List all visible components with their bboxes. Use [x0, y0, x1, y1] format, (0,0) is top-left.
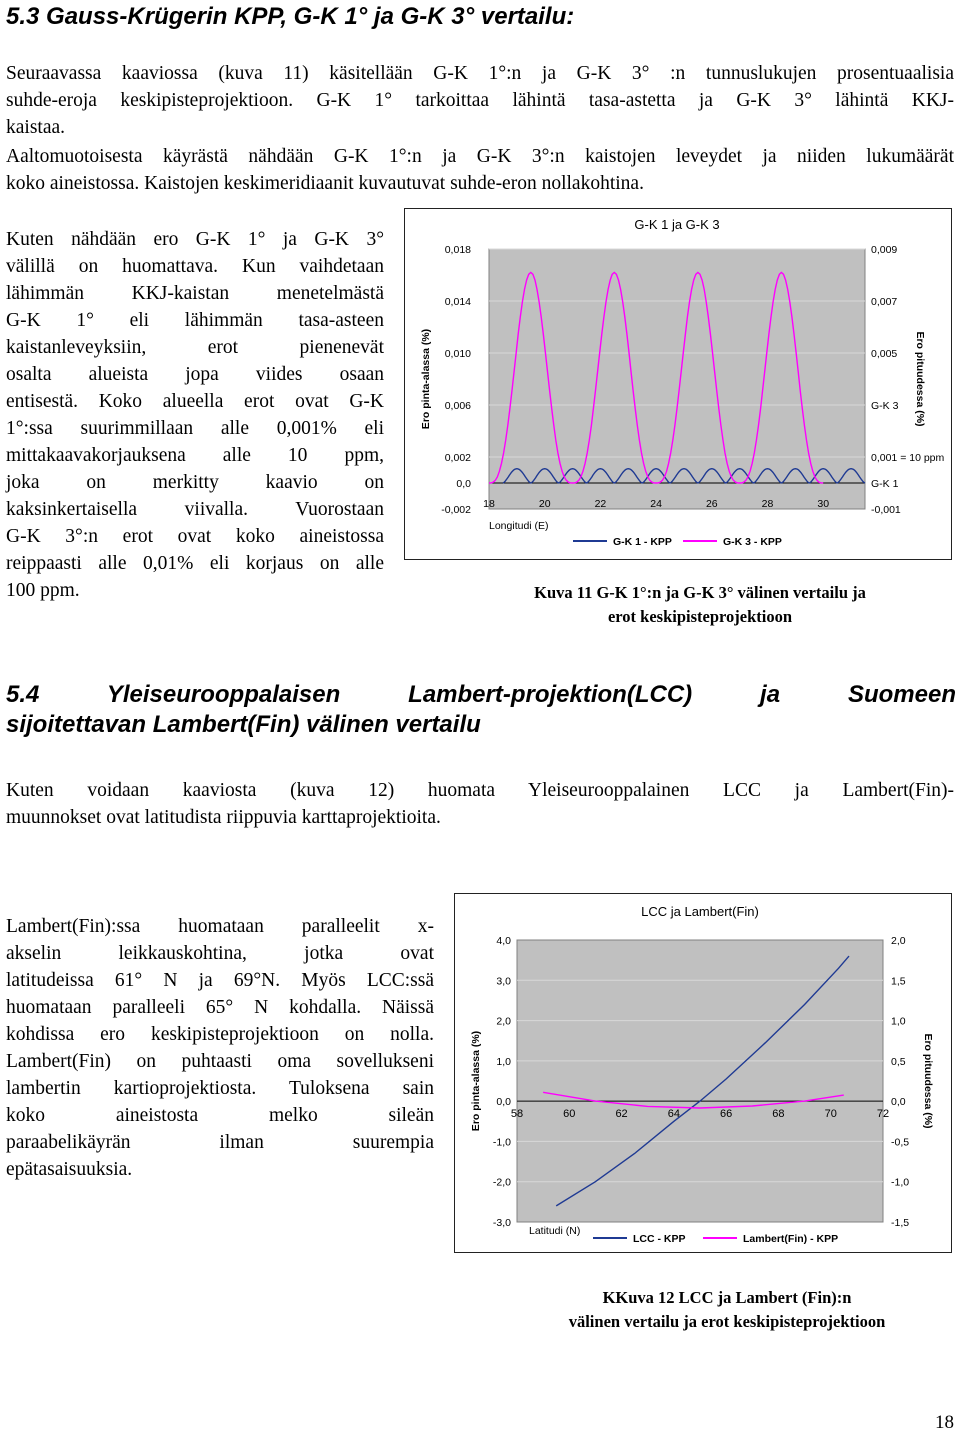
chart-lambert-svg	[455, 894, 951, 1252]
section-heading-5-4	[6, 680, 956, 740]
heading-line: 5.4 Yleiseurooppalaisen Lambert-projektion(LCC) ja Suomeen	[6, 681, 956, 708]
legend-label: G-K 1 - KPP	[613, 536, 672, 548]
text-line: suhde-eroja keskipisteprojektioon. G-K 1° tarkoittaa lähintä tasa-astetta ja G-K 3° lähintä KKJ-	[6, 90, 954, 111]
text-line: Seuraavassa kaaviossa (kuva 11) käsitellään G-K 1°:n ja G-K 3° :n tunnuslukujen prosentuaalisia	[6, 63, 954, 84]
y2-tick-label: 0,009	[871, 244, 898, 256]
x-tick-label: 30	[817, 498, 830, 510]
text-line: Lambert(Fin):ssa huomataan paralleelit x-	[6, 916, 434, 937]
y2-axis-label: Ero pituudessa (%)	[922, 1033, 934, 1129]
y2-tick-label: 2,0	[891, 935, 906, 947]
page-number: 18	[935, 1412, 954, 1433]
intro-paragraph-5-3	[6, 60, 954, 141]
y-tick-label: -1,0	[492, 1136, 511, 1149]
text-line: osalta alueista jopa viides osaan	[6, 364, 384, 385]
y2-axis-label: Ero pituudessa (%)	[914, 331, 926, 427]
y-tick-label: 0,018	[444, 244, 471, 256]
plot-area	[517, 940, 883, 1222]
text-line: latitudeissa 61° N ja 69°N. Myös LCC:ssä	[6, 970, 434, 991]
y2-tick-label: G-K 3	[871, 400, 899, 412]
y2-tick-label: G-K 1	[871, 478, 899, 490]
y2-tick-label: 0,001 = 10 ppm	[871, 452, 945, 464]
y-tick-label: 0,0	[496, 1096, 511, 1109]
x-tick-label: 22	[594, 498, 607, 510]
y-tick-label: -0,002	[441, 504, 471, 516]
text-line: G-K 3°:n erot ovat koko aineistossa	[6, 526, 384, 547]
chart-title: LCC ja Lambert(Fin)	[641, 904, 759, 919]
x-tick-label: 60	[563, 1108, 576, 1121]
y2-tick-label: 0,005	[871, 348, 898, 360]
text-line: epätasaisuuksia.	[6, 1159, 133, 1180]
y2-tick-label: -1,5	[891, 1217, 910, 1229]
text-line: huomataan paralleeli 65° N kohdalla. Näissä	[6, 997, 434, 1018]
y-tick-label: 2,0	[496, 1015, 511, 1028]
text-line: G-K 1° eli lähimmän tasa-asteen	[6, 310, 384, 331]
text-line: entisestä. Koko alueella erot ovat G-K	[6, 391, 384, 412]
side-paragraph-gk	[6, 226, 384, 604]
text-line: välillä on huomattava. Kun vaihdetaan	[6, 256, 384, 277]
legend-label: LCC - KPP	[633, 1233, 686, 1245]
y2-tick-label: -0,5	[891, 1136, 910, 1149]
text-line: muunnokset ovat latitudista riippuvia karttaprojektioita.	[6, 807, 441, 828]
text-line: lambertin kartioprojektiosta. Tuloksena sain	[6, 1078, 434, 1099]
y-tick-label: 1,0	[496, 1055, 511, 1068]
text-line: lähimmän KKJ-kaistan menetelmästä	[6, 283, 384, 304]
text-line: Aaltomuotoisesta käyrästä nähdään G-K 1°:n ja G-K 3°:n kaistojen leveydet ja niiden lukumäärät	[6, 146, 954, 167]
text-line: kaksinkertaisella viivalla. Vuorostaan	[6, 499, 384, 520]
x-tick-label: 58	[510, 1108, 524, 1121]
x-tick-label: 24	[650, 498, 662, 510]
caption-line: välinen vertailu ja erot keskipisteprojektioon	[568, 1312, 886, 1331]
text-line: kaistaa.	[6, 117, 66, 138]
x-tick-label: 62	[615, 1108, 628, 1121]
y-tick-label: 3,0	[496, 975, 511, 988]
x-tick-label: 66	[720, 1108, 733, 1121]
y2-tick-label: 1,5	[891, 975, 906, 988]
x-tick-label: 64	[667, 1108, 680, 1121]
chart-gk	[404, 208, 952, 560]
y2-tick-label: 0,007	[871, 296, 898, 308]
plot-area	[489, 249, 865, 509]
chart-gk-svg	[405, 209, 951, 559]
text-line: akselin leikkauskohtina, jotka ovat	[6, 943, 434, 964]
chart-title: G-K 1 ja G-K 3	[634, 217, 720, 232]
x-tick-label: 68	[772, 1108, 785, 1121]
text-line: Lambert(Fin) on puhtaasti oma sovellukseni	[6, 1051, 434, 1072]
text-line: joka on merkitty kaavio on	[6, 472, 384, 493]
x-tick-label: 70	[824, 1108, 837, 1121]
intro-paragraph-5-4	[6, 777, 954, 831]
text-line: koko aineistossa. Kaistojen keskimeridiaanit kuvautuvat suhde-eron nollakohtina.	[6, 173, 644, 194]
y-tick-label: 4,0	[496, 935, 511, 947]
y2-tick-label: 1,0	[891, 1015, 906, 1028]
x-axis-label: Longitudi (E)	[489, 520, 549, 532]
x-tick-label: 72	[876, 1108, 890, 1121]
text-line: mittakaavakorjauksena alle 10 ppm,	[6, 445, 384, 466]
x-tick-label: 20	[538, 498, 551, 510]
heading-line: sijoitettavan Lambert(Fin) välinen vertailu	[6, 711, 481, 738]
text-line: 1°:ssa suurimmillaan alle 0,001% eli	[6, 418, 384, 439]
text-line: Kuten nähdään ero G-K 1° ja G-K 3°	[6, 229, 384, 250]
x-tick-label: 28	[761, 498, 774, 510]
text-line: Kuten voidaan kaaviosta (kuva 12) huomata Yleiseurooppalainen LCC ja Lambert(Fin)-	[6, 780, 954, 801]
text-line: kaistanleveyksiin, erot pienenevät	[6, 337, 384, 358]
figure-caption-11	[480, 581, 920, 629]
y-tick-label: -2,0	[492, 1176, 511, 1189]
y2-tick-label: 0,0	[891, 1096, 906, 1109]
y2-tick-label: -0,001	[871, 504, 901, 516]
y2-tick-label: -1,0	[891, 1176, 910, 1189]
caption-line: KKuva 12 LCC ja Lambert (Fin):n	[602, 1288, 852, 1307]
y-tick-label: 0,014	[444, 296, 471, 308]
caption-line: erot keskipisteprojektioon	[607, 607, 793, 626]
y-tick-label: -3,0	[492, 1217, 511, 1229]
y-tick-label: 0,010	[444, 348, 471, 360]
caption-line: Kuva 11 G-K 1°:n ja G-K 3° välinen vertailu ja	[534, 583, 866, 602]
legend-label: Lambert(Fin) - KPP	[743, 1233, 839, 1245]
text-line: reippaasti alle 0,01% eli korjaus on alle	[6, 553, 384, 574]
x-axis-label: Latitudi (N)	[529, 1225, 581, 1237]
text-line: kohdissa ero keskipisteprojektioon on nolla.	[6, 1024, 434, 1045]
legend-label: G-K 3 - KPP	[723, 536, 782, 548]
y-axis-label: Ero pinta-alassa (%)	[470, 1030, 482, 1132]
y-tick-label: 0,0	[456, 478, 471, 490]
y-tick-label: 0,006	[444, 400, 471, 412]
y-axis-label: Ero pinta-alassa (%)	[420, 328, 432, 430]
y-tick-label: 0,002	[444, 452, 471, 464]
x-tick-label: 18	[483, 498, 495, 510]
text-line: 100 ppm.	[6, 580, 80, 601]
chart-lambert	[454, 893, 952, 1253]
x-tick-label: 26	[705, 498, 718, 510]
paragraph-wave-curve	[6, 143, 954, 197]
figure-caption-12	[520, 1286, 934, 1334]
section-heading-5-3: 5.3 Gauss-Krügerin KPP, G-K 1° ja G-K 3° vertailu:	[6, 3, 575, 30]
side-paragraph-lambert	[6, 913, 434, 1183]
text-line: paraabelikäyrän ilman suurempia	[6, 1132, 434, 1153]
text-line: koko aineistosta melko sileän	[6, 1105, 434, 1126]
y2-tick-label: 0,5	[891, 1055, 906, 1068]
